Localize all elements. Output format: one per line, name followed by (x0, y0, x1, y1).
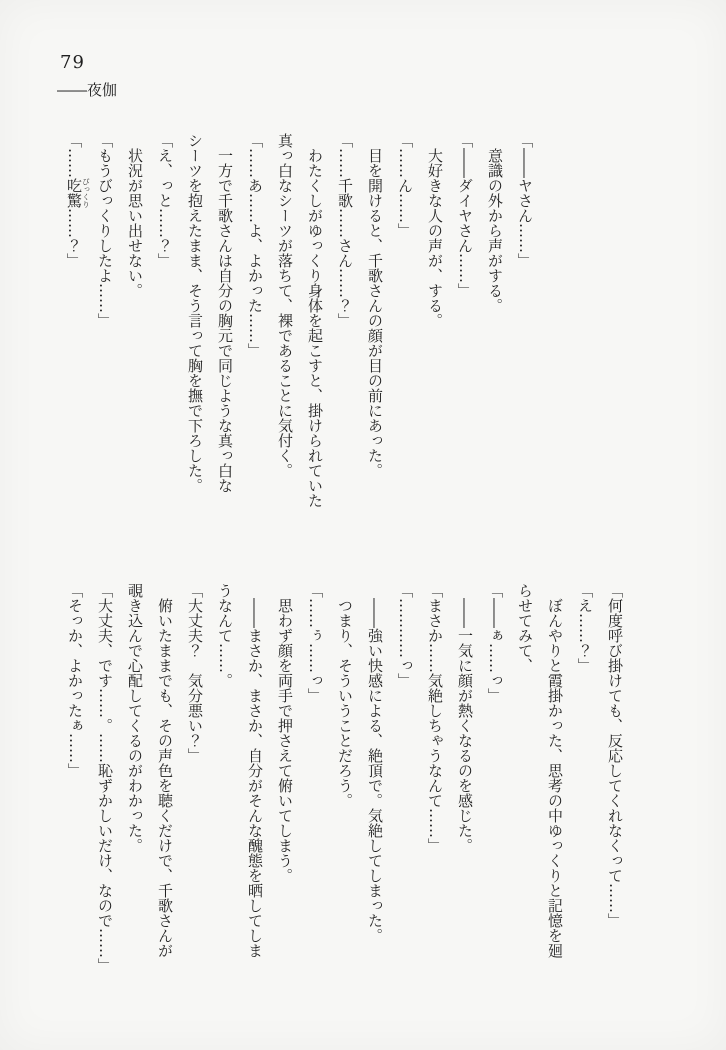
text-line: 俯いたままでも、その声色を聴くだけで、千歌さんが (156, 583, 174, 958)
text-line: 「まさか……気絶しちゃうなんて……」 (426, 583, 444, 853)
text-line: ぼんやりと霞掛かった、思考の中ゆっくりと記憶を廻 (546, 583, 564, 958)
text-line: 「え……？」 (576, 583, 594, 673)
page-number: 79 (60, 52, 85, 73)
text-line: 真っ白なシーツが落ちて、裸であることに気付く。 (276, 133, 294, 478)
text-line: ――強い快感による、絶頂で。気絶してしまった。 (366, 583, 384, 943)
text-line: 「――ヤさん……」 (516, 133, 534, 268)
text-line: 「…………っ」 (396, 583, 414, 688)
text-line: 「……ん……」 (396, 133, 414, 238)
text-line: 「そっか、よかったぁ……」 (66, 583, 84, 778)
text-line: 「大丈夫、です……。……恥ずかしいだけ、なので……」 (96, 583, 114, 973)
text-band-upper (60, 133, 540, 546)
text-line: 大好きな人の声が、する。 (426, 133, 444, 328)
text-line: 「大丈夫？ 気分悪い？」 (186, 583, 204, 763)
text-line: らせてみて、 (516, 583, 534, 673)
text-line: 思わず顔を両手で押さえて俯いてしまう。 (276, 583, 294, 883)
text-line: 意識の外から声がする。 (486, 133, 504, 313)
text-line: 覗き込んで心配してくるのがわかった。 (126, 583, 144, 853)
ruby-annotated-word: 吃驚びっくり (65, 178, 91, 208)
text-line: シーツを抱えたまま、そう言って胸を撫で下ろした。 (186, 133, 204, 493)
running-head: ――夜伽 (57, 81, 118, 99)
text-line: 「――ダイヤさん……」 (456, 133, 474, 298)
text-line: 「……吃驚びっくり……？」 (65, 133, 91, 268)
text-line: ――一気に顔が熱くなるのを感じた。 (456, 583, 474, 853)
text-line: 「え、っと……？」 (156, 133, 174, 268)
text-line: 状況が思い出せない。 (126, 133, 144, 298)
text-line: うなんて……。 (216, 583, 234, 688)
text-line: 目を開けると、千歌さんの顔が目の前にあった。 (366, 133, 384, 478)
text-line: わたくしがゆっくり身体を起こすと、掛けられていた (306, 133, 324, 508)
text-line: つまり、そういうことだろう。 (336, 583, 354, 808)
text-line: 「――ぁ……っ」 (486, 583, 504, 703)
text-line: 一方で千歌さんは自分の胸元で同じような真っ白な (216, 133, 234, 493)
text-line: 「もうびっくりしたよ……」 (96, 133, 114, 328)
text-line: 「……ぅ……っ」 (306, 583, 324, 703)
text-band-lower (60, 583, 630, 1023)
text-line: ――まさか、まさか、自分がそんな醜態を晒してしま (246, 583, 264, 958)
text-line: 「……千歌……さん……？」 (336, 133, 354, 328)
text-line: 「何度呼び掛けても、反応してくれなくって……」 (606, 583, 624, 928)
text-line: 「……あ……よ、よかった……」 (246, 133, 264, 358)
